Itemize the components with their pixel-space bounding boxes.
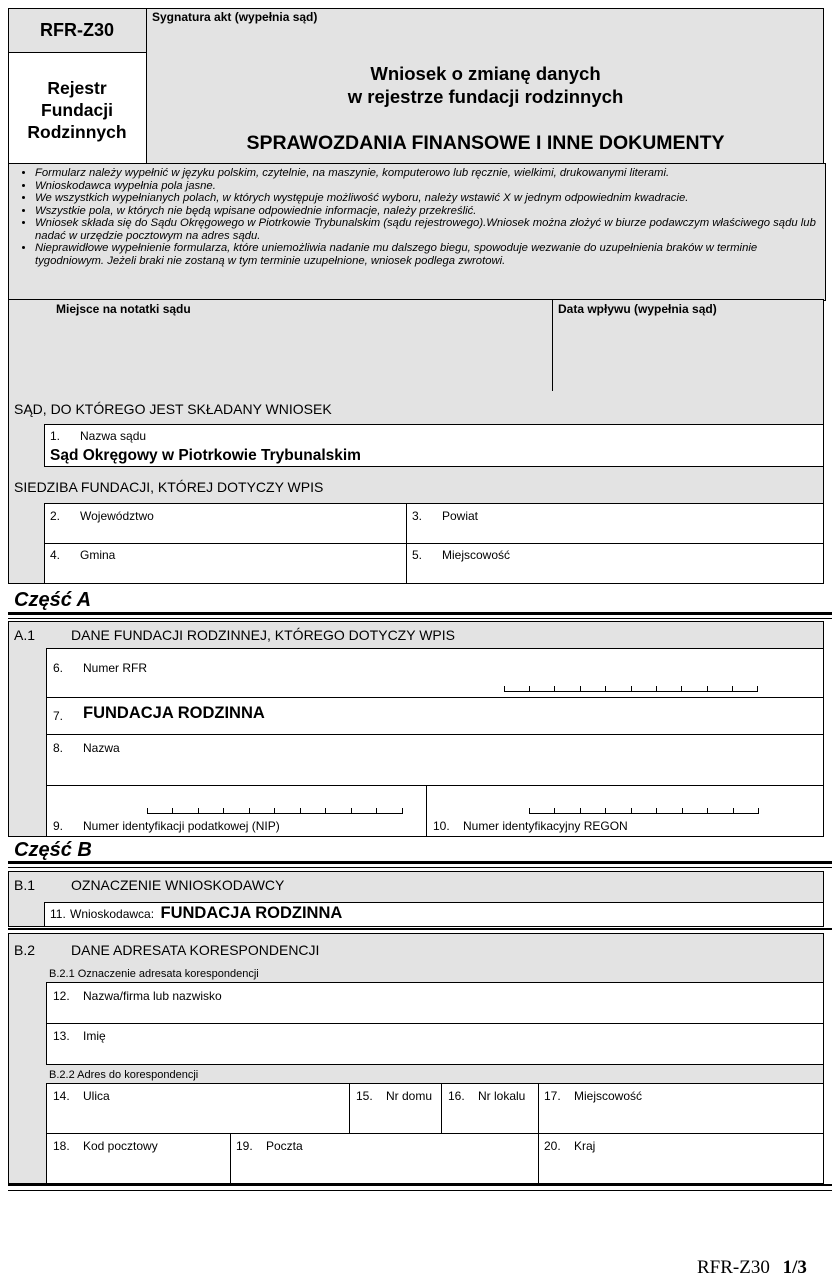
apartment-number-field[interactable]: 16. Nr lokalu xyxy=(448,1089,526,1103)
street-field[interactable]: 14. Ulica xyxy=(53,1089,110,1103)
court-name-label: 1. Nazwa sądu xyxy=(50,429,147,443)
nip-field[interactable]: 9. Numer identyfikacji podatkowej (NIP) xyxy=(53,819,280,833)
applicant-value: FUNDACJA RODZINNA xyxy=(160,904,343,922)
nip-comb[interactable] xyxy=(147,808,403,814)
court-notes-label: Miejsce na notatki sądu xyxy=(56,302,191,316)
instruction-item: • Wnioskodawca wypełnia pola jasne. xyxy=(35,180,825,193)
instruction-item: • Nieprawidłowe wypełnienie formularza, które uniemożliwia nadanie mu dalszego biegu, spowoduje wezwanie do uzupełnienia braków w terminie tygodniowym. Jeżeli braki nie zostaną w tym terminie uzupełnione, wniosek podlega zwrotowi. xyxy=(35,242,825,267)
b1-title: OZNACZENIE WNIOSKODAWCY xyxy=(71,877,285,893)
locality-field-b[interactable]: 17. Miejscowość xyxy=(544,1089,643,1103)
country-field[interactable]: 20. Kraj xyxy=(544,1139,596,1153)
post-office-field[interactable]: 19. Poczta xyxy=(236,1139,303,1153)
instruction-item: • We wszystkich wypełnianych polach, w których występuje możliwość wyboru, należy wstawić X w jednym odpowiednim kwadracie. xyxy=(35,192,825,205)
applicant-row: 11. Wnioskodawca: FUNDACJA RODZINNA xyxy=(50,904,343,922)
a1-code: A.1 xyxy=(14,627,36,643)
commune-field[interactable]: 4. Gmina xyxy=(50,548,116,562)
voivodeship-field[interactable]: 2. Województwo xyxy=(50,509,154,523)
part-b-title: Część B xyxy=(14,839,92,861)
b21-title: B.2.1 Oznaczenie adresata korespondencji xyxy=(49,968,259,980)
page-number: 1/3 xyxy=(782,1257,807,1278)
a1-title: DANE FUNDACJI RODZINNEJ, KTÓREGO DOTYCZY WPIS xyxy=(71,627,455,643)
court-name-value: Sąd Okręgowy w Piotrkowie Trybunalskim xyxy=(50,447,361,464)
signature-label: Sygnatura akt (wypełnia sąd) xyxy=(152,10,318,24)
addressee-name-field[interactable]: 12. Nazwa/firma lub nazwisko xyxy=(53,989,222,1003)
b2-title: DANE ADRESATA KORESPONDENCJI xyxy=(71,942,320,958)
foundation-type-value: FUNDACJA RODZINNA xyxy=(83,704,265,722)
instruction-item: • Formularz należy wypełnić w języku polskim, czytelnie, na maszynie, komputerowo lub ręcznie, wielkimi, drukowanymi literami. xyxy=(35,167,825,180)
first-name-field[interactable]: 13. Imię xyxy=(53,1029,106,1043)
b2-code: B.2 xyxy=(14,942,36,958)
house-number-field[interactable]: 15. Nr domu xyxy=(356,1089,433,1103)
locality-field[interactable]: 5. Miejscowość xyxy=(412,548,511,562)
form-subtitle: SPRAWOZDANIA FINANSOWE I INNE DOKUMENTY xyxy=(246,132,725,154)
rfr-number-field[interactable]: 6. Numer RFR xyxy=(53,661,148,675)
foundation-type-label: 7. xyxy=(53,709,64,723)
part-a-title: Część A xyxy=(14,589,92,611)
name-field[interactable]: 8. Nazwa xyxy=(53,741,120,755)
county-field[interactable]: 3. Powiat xyxy=(412,509,479,523)
regon-comb[interactable] xyxy=(529,808,759,814)
seat-section-title: SIEDZIBA FUNDACJI, KTÓREJ DOTYCZY WPIS xyxy=(14,479,324,495)
instructions xyxy=(8,163,826,301)
registry-name: Rejestr Fundacji Rodzinnych xyxy=(27,78,127,142)
b22-title: B.2.2 Adres do korespondencji xyxy=(49,1069,199,1081)
form-code: RFR-Z30 xyxy=(39,20,114,40)
receipt-date-label: Data wpływu (wypełnia sąd) xyxy=(558,302,717,316)
b1-code: B.1 xyxy=(14,877,36,893)
instruction-item: • Wszystkie pola, w których nie będą wpisane odpowiednie informacje, należy przekreślić. xyxy=(35,205,825,218)
instruction-item: • Wniosek składa się do Sądu Okręgowego w Piotrkowie Trybunalskim (sądu rejestrowego).Wniosek można złożyć w biurze podawczym właściwego sądu lub nadać w urzędzie pocztowym na adres sądu. xyxy=(35,217,825,242)
postal-code-field[interactable]: 18. Kod pocztowy xyxy=(53,1139,158,1153)
regon-field[interactable]: 10. Numer identyfikacyjny REGON xyxy=(433,819,628,833)
footer-form-code: RFR-Z30 xyxy=(697,1257,770,1278)
form-title: Wniosek o zmianę danych w rejestrze fundacji rodzinnych xyxy=(347,63,624,107)
footer xyxy=(697,1257,807,1279)
court-section-title: SĄD, DO KTÓREGO JEST SKŁADANY WNIOSEK xyxy=(14,401,332,417)
rfr-number-comb[interactable] xyxy=(504,686,758,692)
